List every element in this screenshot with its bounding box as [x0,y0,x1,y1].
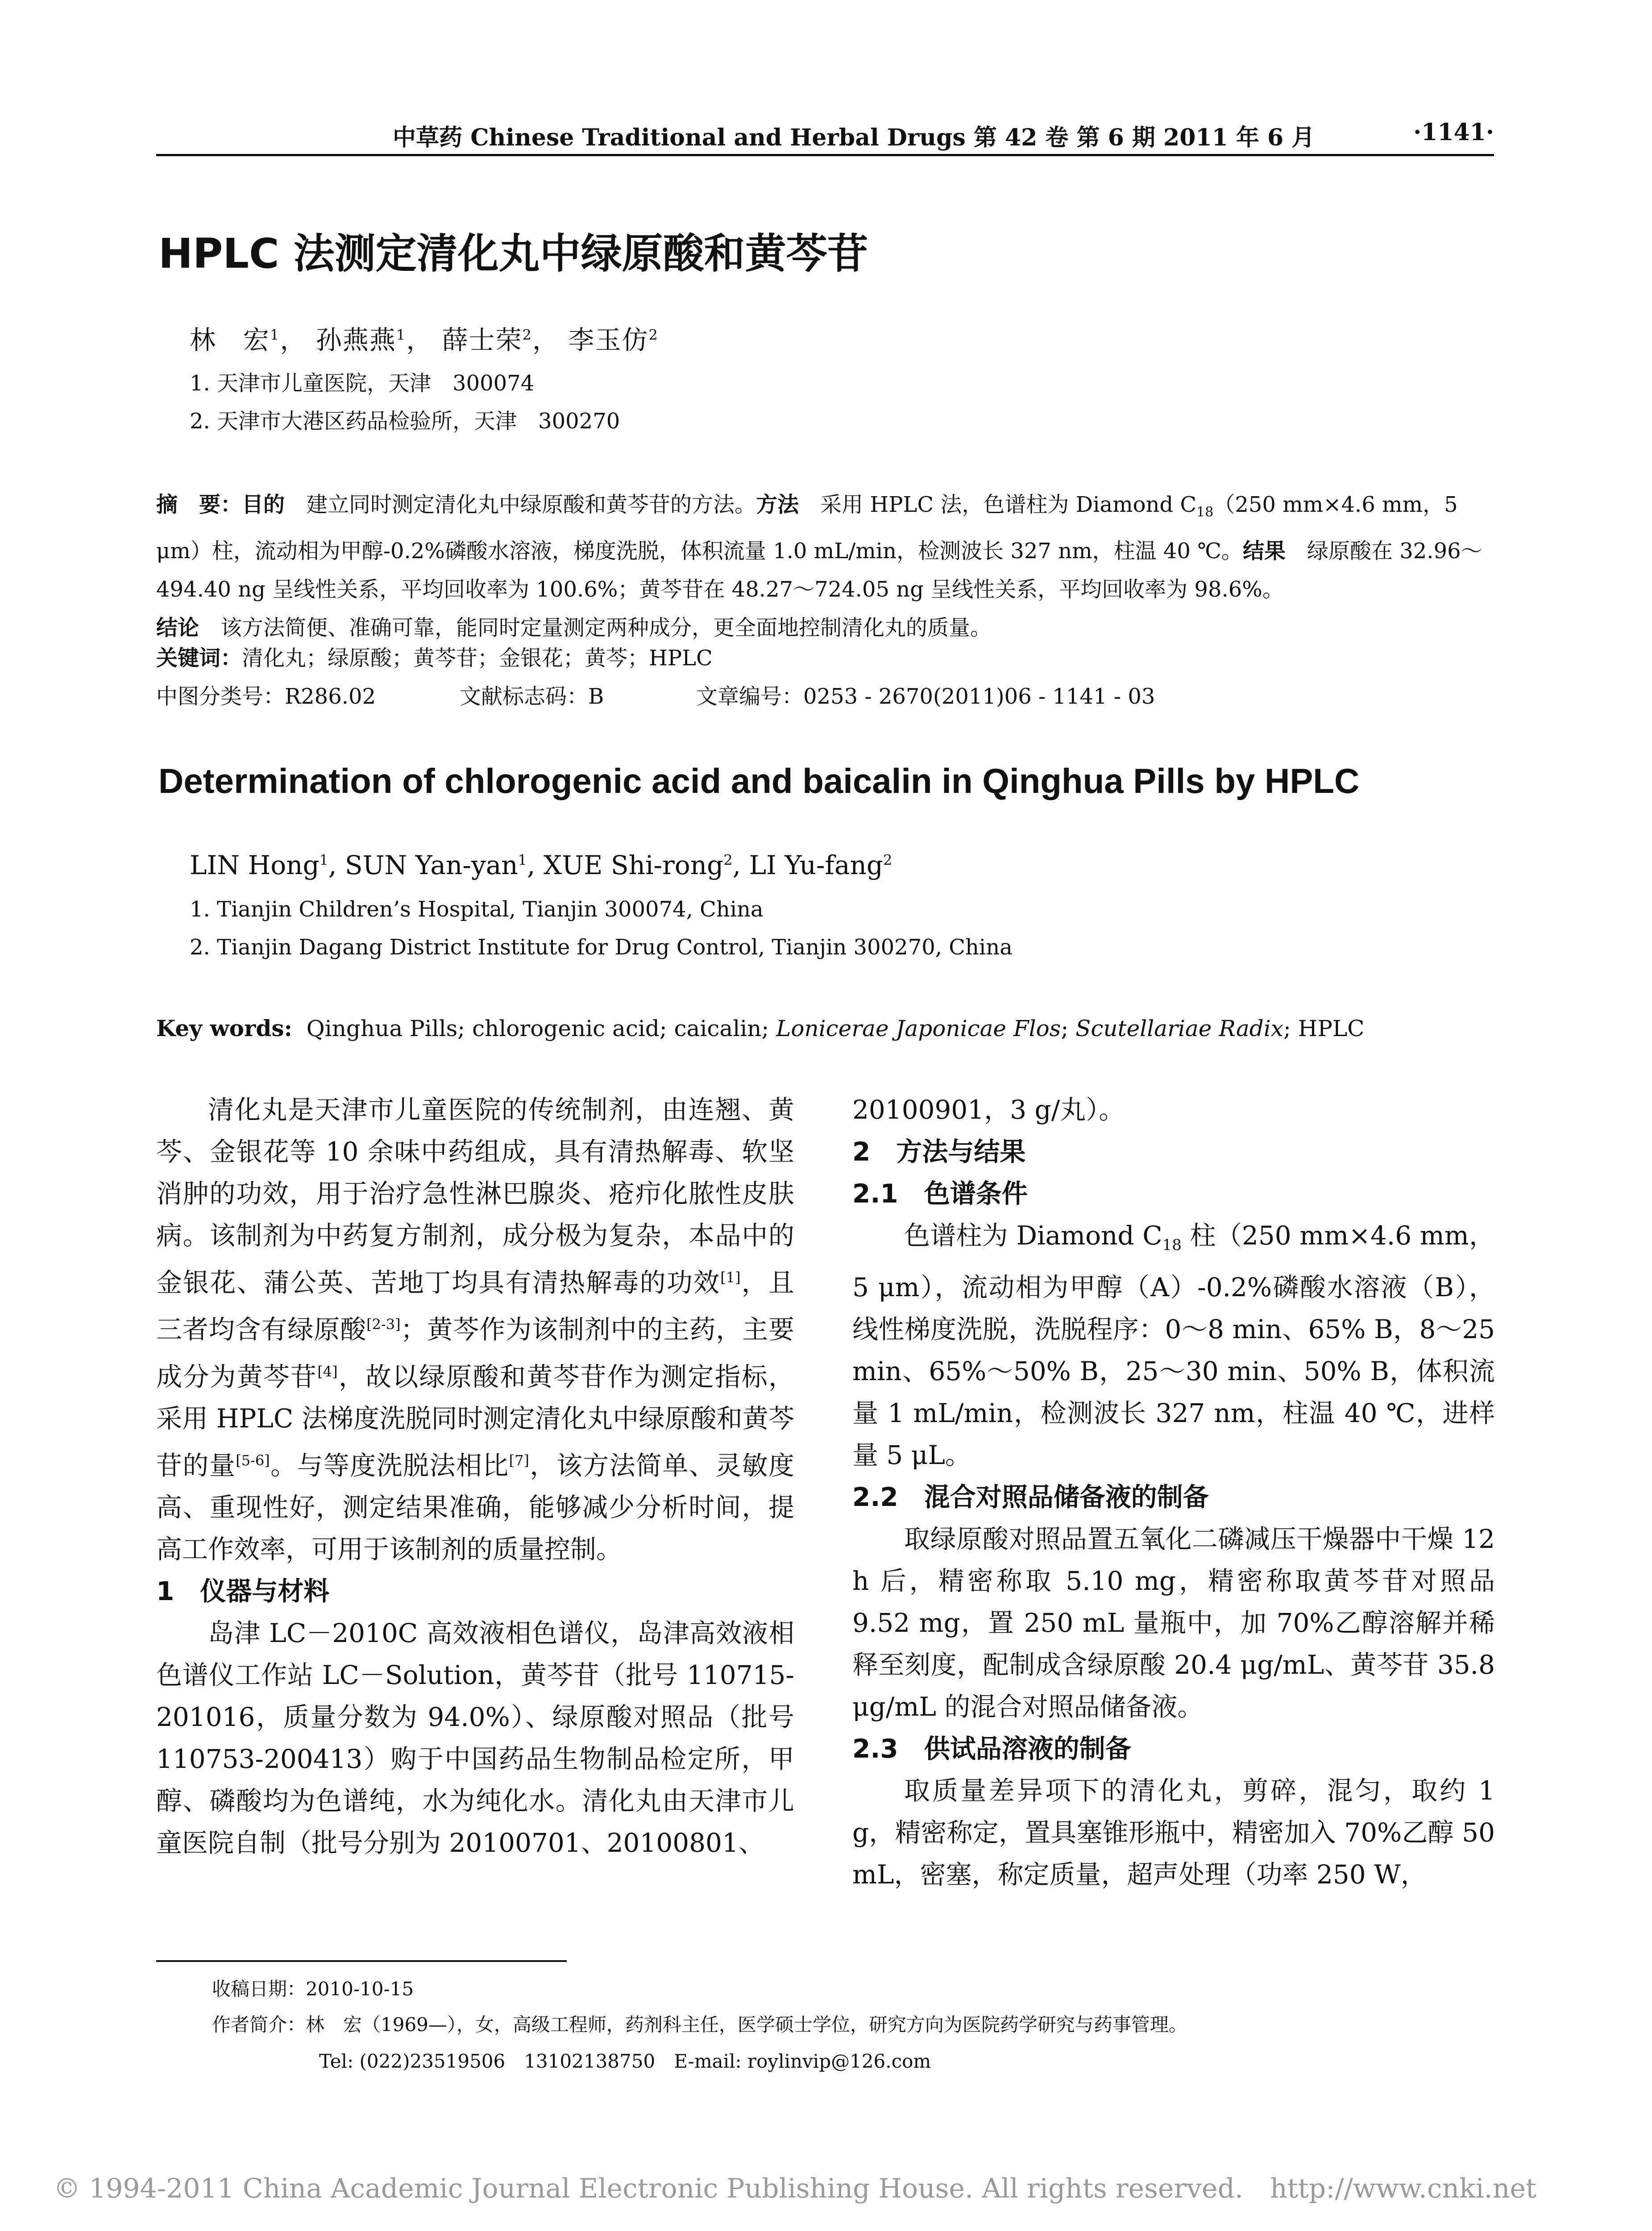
continued-text: 20100901，3 g/丸）。 [852,1095,1125,1125]
conclusion-text: 该方法简便、准确可靠，能同时定量测定两种成分，更全面地控制清化丸的质量。 [220,615,992,640]
subsection-heading: 2.1 色谱条件 [852,1178,1028,1209]
conclusion-label: 结论 [156,615,199,640]
author-contact: Tel: (022)23519506 13102138750 E-mail: roylinvip@126.com [319,2050,931,2072]
keywords-en-tail: ; HPLC [1283,1016,1365,1041]
author-name: 薛士荣 [442,325,523,355]
paragraph-text: 柱（250 mm×4.6 mm，5 μm），流动相为甲醇（A）-0.2%磷酸水溶液（B），线性梯度洗脱，洗脱程序：0～8 min、65% B，8～25 min、65%～50% B，25～30 min、50% B，体积流量 1 mL/min，检测波长 327 nm，柱温 40 ℃，进样量 5 μL。 [852,1220,1495,1470]
keywords-en-label: Key words: [156,1015,292,1041]
citation: [4] [317,1363,338,1380]
section-paragraph: 岛津 LC－2010C 高效液相色谱仪，岛津高效液相色谱仪工作站 LC－Solution，黄芩苷（批号 110715-201016，质量分数为 94.0%）、绿原酸对照品（批号 110753-200413）购于中国药品生物制品检定所，甲醇、磷酸均为色谱纯，水为纯化水。清化丸由天津市儿童医院自制（批号分别为 20100701、20100801、 [156,1618,794,1858]
copyright-text: © 1994-2011 China Academic Journal Electronic Publishing House. All rights reserved. [54,2173,1243,2204]
keyword-latin-1: Lonicerae Japonicae Flos [776,1016,1061,1041]
author-bio: 作者简介：林 宏（1969—），女，高级工程师，药剂科主任，医学硕士学位，研究方向为医院药学研究与药事管理。 [212,2014,1187,2036]
section-paragraph: 取绿原酸对照品置五氧化二磷减压干燥器中干燥 12 h 后，精密称取 5.10 mg，精密称取黄芩苷对照品 9.52 mg，置 250 mL 量瓶中，加 70%乙醇溶解并稀释至刻度，配制成含绿原酸 20.4 μg/mL、黄芩苷 35.8 μg/mL 的混合对照品储备液。 [852,1523,1495,1722]
author-affiliation-mark: 1 [396,326,407,344]
author-name: LI Yu-fang [749,850,884,880]
title-chinese: HPLC 法测定清化丸中绿原酸和黄芩苷 [158,230,868,278]
clc-number: 中图分类号：R286.02 [156,684,376,709]
section-paragraph [852,1215,1495,1476]
method-label: 方法 [756,492,799,517]
section-heading: 2 方法与结果 [852,1136,1026,1167]
aim-text: 建立同时测定清化丸中绿原酸和黄芩苷的方法。 [306,492,756,517]
footnote-rule [156,1960,567,1962]
author-affiliation-mark: 2 [883,851,892,869]
title-english: Determination of chlorogenic acid and baicalin in Qinghua Pills by HPLC [158,761,1360,800]
subscript: 18 [1162,1236,1182,1254]
keyword-latin-2: Scutellariae Radix [1075,1016,1283,1041]
subsection-heading: 2.2 混合对照品储备液的制备 [852,1481,1209,1512]
document-code: 文献标志码：B [460,684,604,709]
result-text: 绿原酸在 32.96～494.40 ng 呈线性关系，平均回收率为 100.6%；黄芩苷在 48.27～724.05 ng 呈线性关系，平均回收率为 98.6%。 [156,538,1482,602]
copyright-url[interactable]: http://www.cnki.net [1270,2173,1537,2204]
received-date: 收稿日期：2010-10-15 [212,1978,414,2000]
intro-text: 。与等度洗脱法相比 [270,1450,509,1481]
header-rule [156,154,1494,156]
author-name: 李玉仿 [568,325,649,355]
affiliation-cn-1: 1. 天津市儿童医院，天津 300074 [190,371,535,396]
author-affiliation-mark: 1 [270,326,280,344]
keywords-en-text: Qinghua Pills; chlorogenic acid; caicalin; [306,1016,776,1041]
aim-label: 目的 [242,492,285,517]
author-affiliation-mark: 2 [723,851,733,869]
author-affiliation-mark: 2 [522,326,532,344]
author-name: SUN Yan-yan [345,850,518,880]
subscript: 18 [1196,504,1214,520]
article-number: 文章编号：0253 - 2670(2011)06 - 1141 - 03 [696,684,1155,709]
author-affiliation-mark: 2 [648,326,659,344]
intro-text: 清化丸是天津市儿童医院的传统制剂，由连翘、黄芩、金银花等 10 余味中药组成，具有清热解毒、软坚消肿的功效，用于治疗急性淋巴腺炎、疮疖化脓性皮肤病。该制剂为中药复方制剂，成分极为复杂，本品中的金银花、蒲公英、苦地丁均具有清热解毒的功效 [156,1095,794,1298]
subsection-heading: 2.3 供试品溶液的制备 [852,1733,1131,1764]
author-name: LIN Hong [190,850,320,880]
author-affiliation-mark: 1 [319,851,328,869]
section-heading: 1 仪器与材料 [156,1576,330,1607]
keywords-label: 关键词： [156,646,242,671]
journal-header: 中草药 Chinese Traditional and Herbal Drugs 第 42 卷 第 6 期 2011 年 6 月 [393,124,1315,151]
keywords-chinese [156,639,713,677]
abstract-chinese [156,485,1494,647]
method-text-cont: （250 mm×4.6 mm，5 μm）柱，流动相为甲醇-0.2%磷酸水溶液，梯度洗脱，体积流量 1.0 mL/min，检测波长 327 nm，柱温 40 ℃。 [156,492,1458,564]
author-name: 林 宏 [190,325,270,355]
copyright-notice [54,2173,1536,2204]
method-text: 采用 HPLC 法，色谱柱为 Diamond C [820,492,1197,517]
intro-paragraph [156,1089,794,1570]
authors-chinese: 林 宏$^1$， 孙燕燕$^1$， 薛士荣$^2$， 李玉仿$^2$ [190,325,659,355]
author-name: 孙燕燕 [315,325,396,355]
page-number: ·1141· [1413,119,1494,146]
paragraph-text: 色谱柱为 Diamond C [904,1220,1162,1251]
result-label: 结果 [1242,538,1286,564]
author-name: XUE Shi-rong [543,850,724,880]
keywords-english [156,1015,1364,1041]
citation: [2-3] [366,1316,401,1333]
running-header [156,115,1494,155]
affiliation-cn-2: 2. 天津市大港区药品检验所，天津 300270 [190,409,620,434]
citation: [5-6] [236,1451,270,1469]
citation: [7] [509,1451,529,1469]
keywords-text: 清化丸；绿原酸；黄芩苷；金银花；黄芩；HPLC [242,646,713,671]
body-left-column [156,1089,794,1864]
author-affiliation-mark: 1 [518,851,527,869]
citation: [1] [720,1269,741,1286]
abstract-label: 摘 要： [156,492,242,517]
authors-english: LIN Hong$^1$, SUN Yan-yan$^1$, XUE Shi-rong$^2$, LI Yu-fang$^2$ [190,850,892,880]
intro-text: ，该方法简单、灵敏度高、重现性好，测定结果准确，能够减少分析时间，提高工作效率，可用于该制剂的质量控制。 [156,1450,794,1565]
intro-text: ，故以绿原酸和黄芩苷作为测定指标，采用 HPLC 法梯度洗脱同时测定清化丸中绿原酸和黄芩苷的量 [156,1361,794,1481]
affiliation-en-2: 2. Tianjin Dagang District Institute for Drug Control, Tianjin 300270, China [190,935,1013,960]
section-paragraph: 取质量差异项下的清化丸，剪碎，混匀，取约 1 g，精密称定，置具塞锥形瓶中，精密加入 70%乙醇 50 mL，密塞，称定质量，超声处理（功率 250 W， [852,1775,1495,1890]
affiliation-en-1: 1. Tianjin Children’s Hospital, Tianjin 300074, China [190,897,764,922]
keyword-separator: ; [1061,1016,1076,1041]
body-right-column [852,1089,1495,1895]
intro-text: ；黄芩作为该制剂中的主药，主要成分为黄芩苷 [156,1314,794,1392]
intro-text: ，且三者均含有绿原酸 [156,1267,794,1345]
classification-line [156,677,1155,716]
